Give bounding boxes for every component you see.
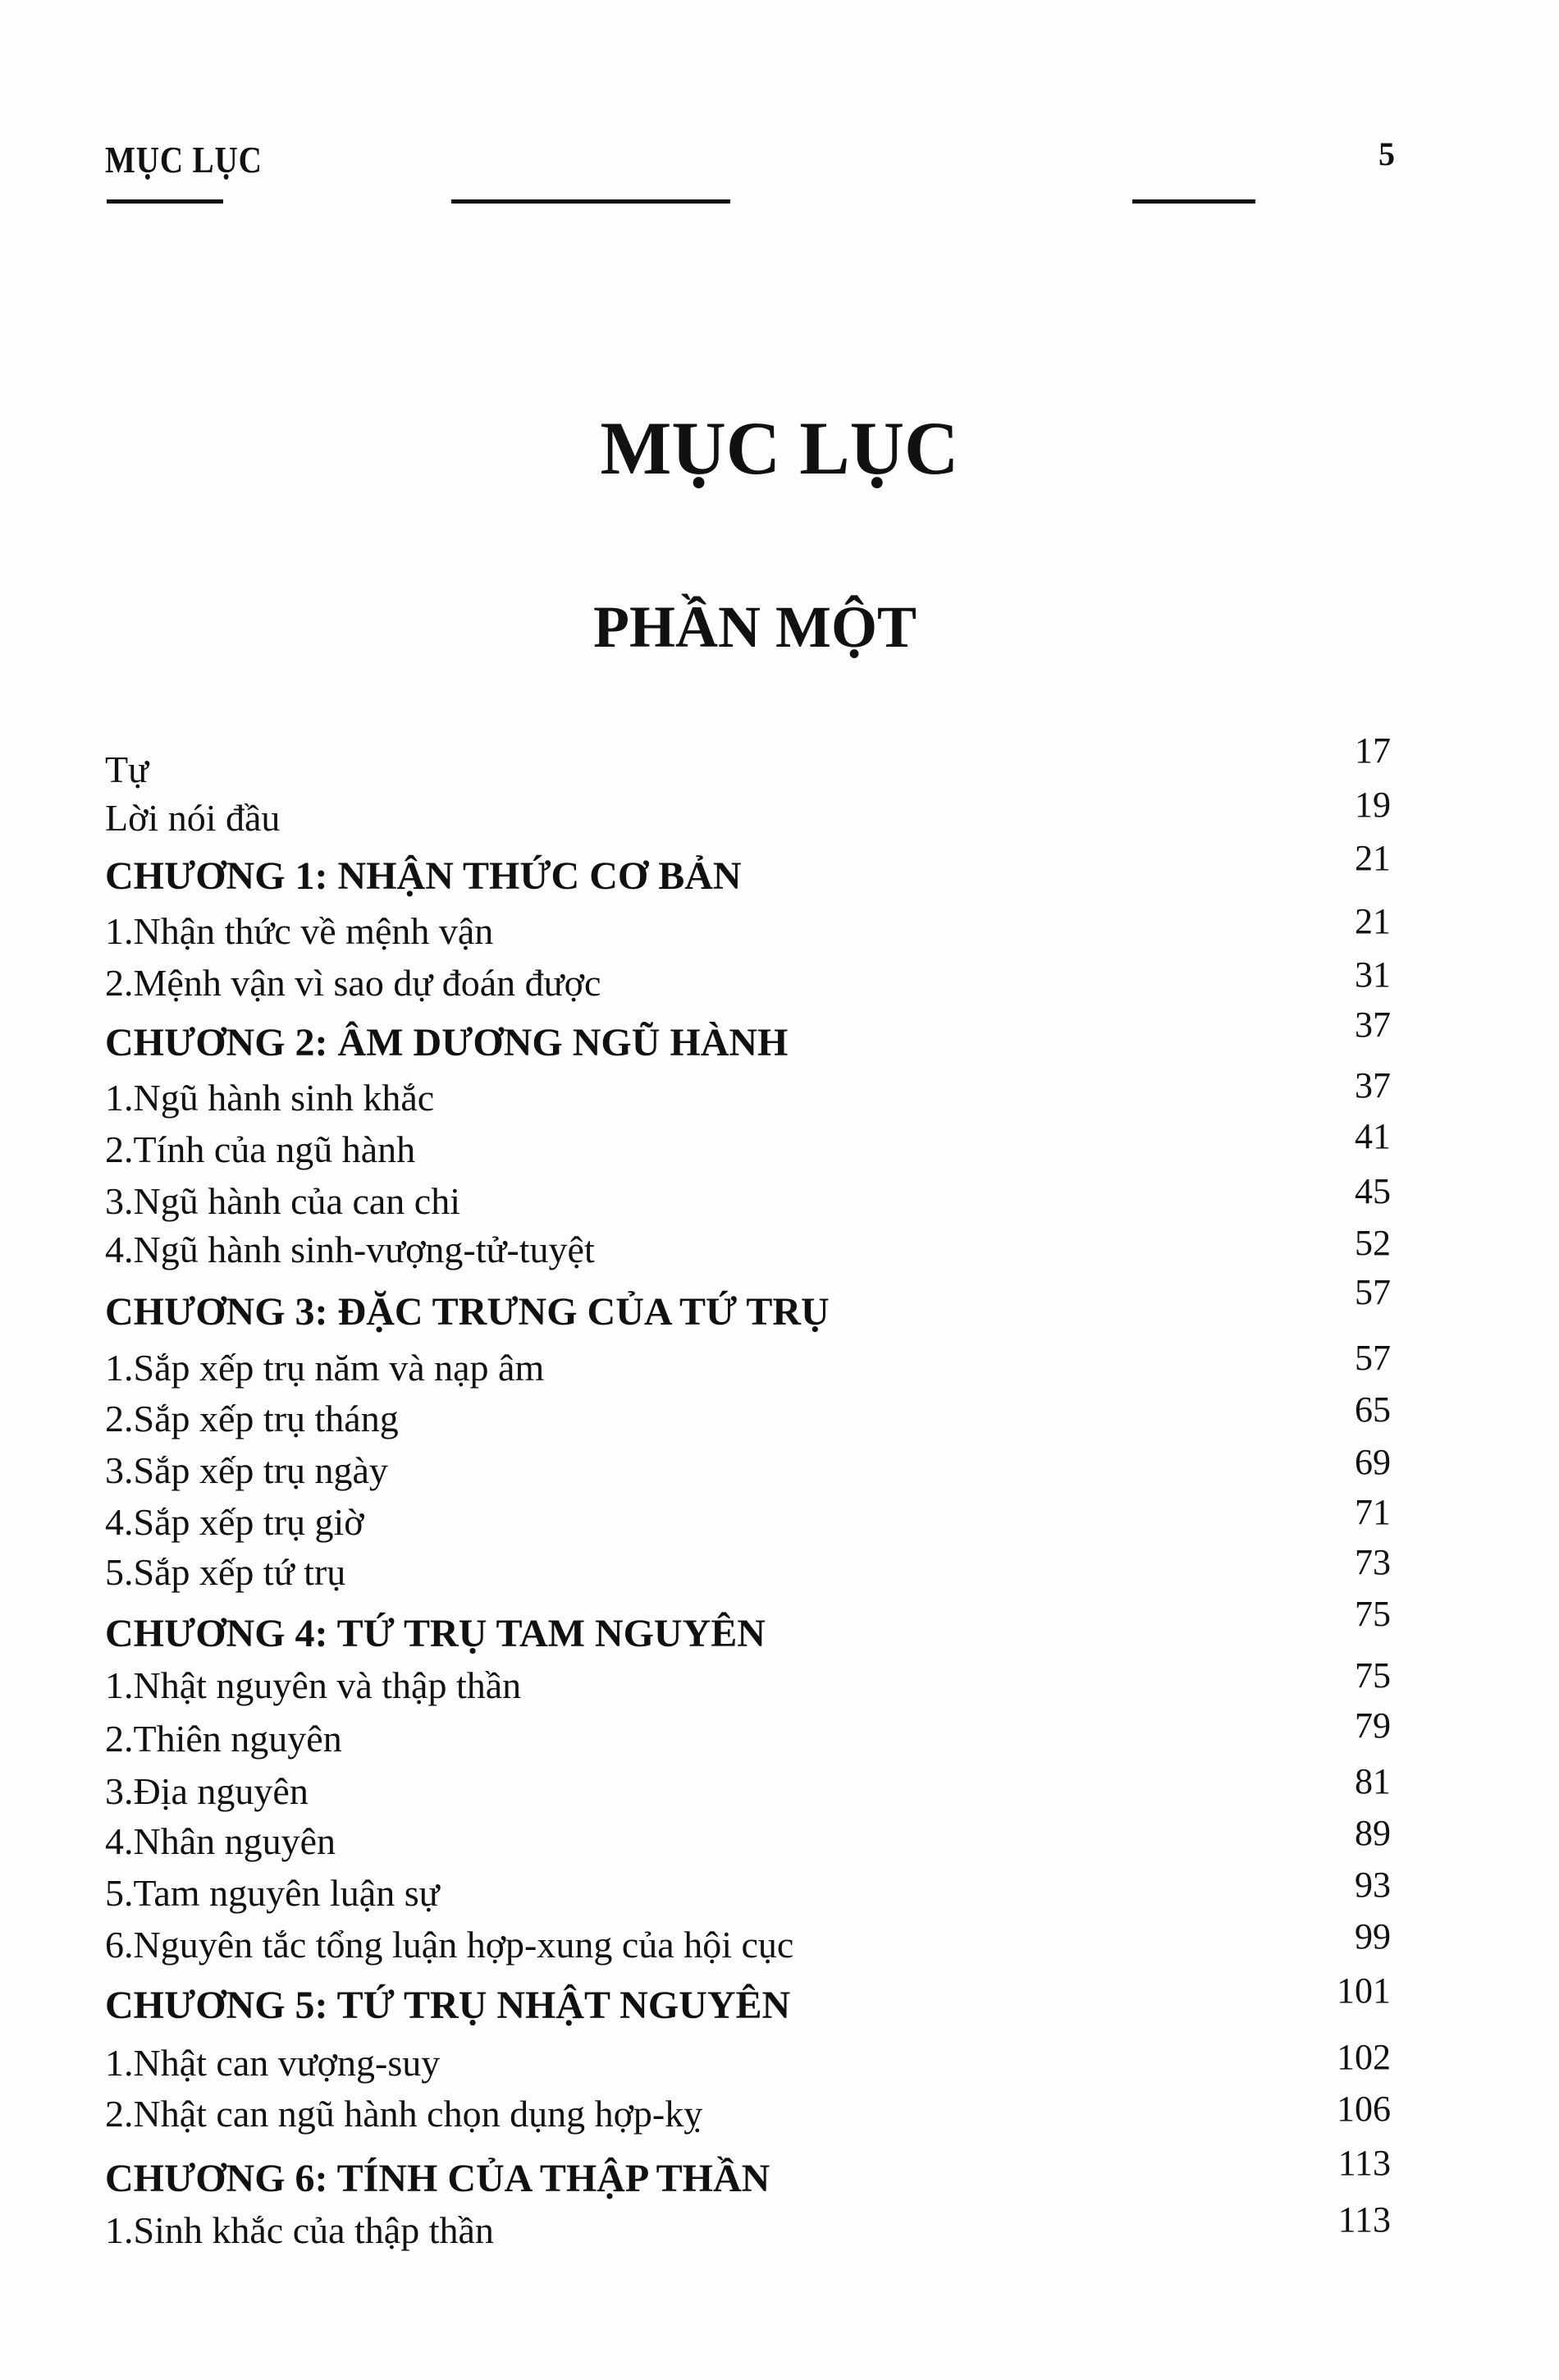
page-ref: 41	[1355, 1116, 1391, 1157]
section-title: 4.Sắp xếp trụ giờ	[105, 1500, 364, 1543]
page-ref: 101	[1337, 1970, 1391, 2012]
page-ref: 102	[1337, 2037, 1391, 2078]
section-title: 5.Sắp xếp tứ trụ	[105, 1550, 346, 1593]
section-title: 1.Nhật can vượng-suy	[105, 2041, 441, 2084]
section-title: 2.Nhật can ngũ hành chọn dụng hợp-kỵ	[105, 2093, 703, 2135]
section-title: 3.Ngũ hành của can chi	[105, 1179, 461, 1222]
page-ref: 17	[1355, 730, 1391, 771]
chapter-title: CHƯƠNG 2: ÂM DƯƠNG NGŨ HÀNH	[105, 1021, 789, 1065]
header-rule	[1132, 199, 1255, 204]
section-title: 2.Tính của ngũ hành	[105, 1128, 416, 1171]
chapter-title: CHƯƠNG 1: NHẬN THỨC CƠ BẢN	[105, 854, 742, 899]
section-title: 5.Tam nguyên luận sự	[105, 1871, 440, 1914]
page-ref: 71	[1355, 1492, 1391, 1532]
section-title: 1.Ngũ hành sinh khắc	[105, 1077, 435, 1119]
section-title: 2.Sắp xếp trụ tháng	[105, 1398, 399, 1440]
page-ref: 89	[1355, 1813, 1391, 1854]
page-ref: 21	[1355, 837, 1391, 878]
header-rule	[107, 199, 223, 204]
page-ref: 93	[1355, 1864, 1391, 1905]
chapter-title: CHƯƠNG 6: TÍNH CỦA THẬP THẦN	[105, 2156, 770, 2200]
page-ref: 65	[1355, 1389, 1391, 1430]
section-title: 3.Địa nguyên	[105, 1770, 309, 1813]
page-ref: 37	[1355, 1004, 1391, 1045]
section-title: 1.Sắp xếp trụ năm và nạp âm	[105, 1346, 545, 1389]
section-title: 1.Nhật nguyên và thập thần	[105, 1664, 522, 1707]
page-ref: 45	[1355, 1170, 1391, 1211]
page-ref: 81	[1355, 1761, 1391, 1802]
section-title: Tự	[105, 748, 149, 790]
running-header-title: MỤC LỤC	[105, 139, 263, 181]
page-ref: 99	[1355, 1915, 1391, 1957]
chapter-title: CHƯƠNG 3: ĐẶC TRƯNG CỦA TỨ TRỤ	[105, 1290, 830, 1334]
section-title: 3.Sắp xếp trụ ngày	[105, 1449, 388, 1492]
header-rule	[451, 199, 730, 204]
page-ref: 57	[1355, 1337, 1391, 1378]
chapter-title: CHƯƠNG 5: TỨ TRỤ NHẬT NGUYÊN	[105, 1984, 791, 2028]
section-title: 2.Mệnh vận vì sao dự đoán được	[105, 962, 601, 1005]
chapter-title: CHƯƠNG 4: TỨ TRỤ TAM NGUYÊN	[105, 1611, 766, 1655]
page-ref: 113	[1337, 2143, 1391, 2184]
page-ref: 19	[1355, 785, 1391, 826]
page-number: 5	[1378, 135, 1395, 172]
section-title: 1.Sinh khắc của thập thần	[105, 2209, 494, 2252]
section-title: Lời nói đầu	[105, 796, 281, 839]
page-title: MỤC LỤC	[600, 406, 959, 490]
page-ref: 37	[1355, 1064, 1391, 1105]
page-ref: 75	[1355, 1655, 1391, 1696]
page-ref: 31	[1355, 954, 1391, 995]
page-ref: 52	[1355, 1222, 1391, 1263]
section-title: 2.Thiên nguyên	[105, 1717, 342, 1760]
page-ref: 113	[1337, 2199, 1391, 2240]
section-title: 1.Nhận thức về mệnh vận	[105, 910, 494, 953]
page-ref: 75	[1355, 1593, 1391, 1634]
page-ref: 57	[1355, 1272, 1391, 1313]
page-ref: 73	[1355, 1541, 1391, 1582]
section-title: 4.Ngũ hành sinh-vượng-tử-tuyệt	[105, 1228, 595, 1270]
section-title: 4.Nhân nguyên	[105, 1820, 336, 1863]
page-ref: 106	[1337, 2088, 1391, 2129]
page-ref: 69	[1355, 1442, 1391, 1483]
section-title: 6.Nguyên tắc tổng luận hợp-xung của hội cục	[105, 1923, 794, 1966]
page-ref: 79	[1355, 1705, 1391, 1746]
page-ref: 21	[1355, 901, 1391, 942]
part-title: PHẦN MỘT	[593, 594, 917, 660]
